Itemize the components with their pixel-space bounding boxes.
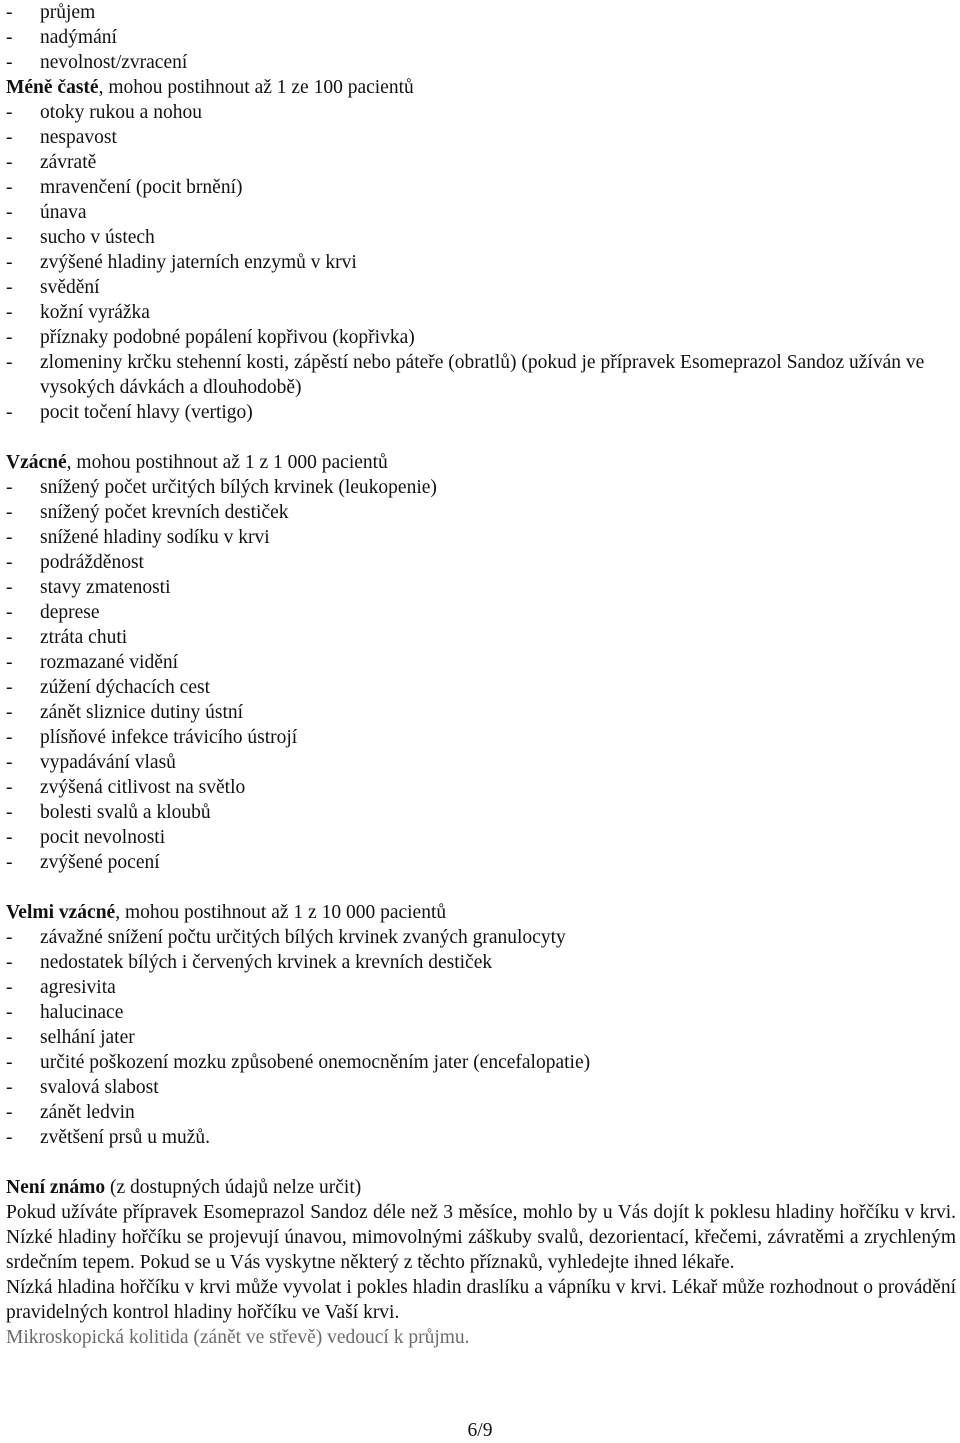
list-item: - kožní vyrážka	[6, 302, 150, 323]
list-item: - určité poškození mozku způsobené onemocněním jater (encefalopatie)	[6, 1052, 591, 1073]
magnesium-paragraph: Pokud užíváte přípravek Esomeprazol Sandoz déle než 3 měsíce, mohlo by u Vás dojít k poklesu hladiny hořčíku v krvi. Nízké hladiny hořčíku se projevují únavou, mimovolnými záškuby svalů, dezorientací, křečemi, závratěmi a zrychleným srdečním tepem. Pokud se u Vás vyskytne některý z těchto příznaků, vyhledejte ihned lékaře.	[6, 1202, 956, 1273]
intro-list	[6, 0, 956, 75]
list-item: - pocit nevolnosti	[6, 827, 166, 848]
list-item: - zvýšené pocení	[6, 852, 160, 873]
unknown-heading	[6, 1175, 956, 1200]
spacer	[6, 875, 956, 900]
list-item: - zánět ledvin	[6, 1102, 135, 1123]
list-item: - zánět sliznice dutiny ústní	[6, 702, 244, 723]
list-item: - agresivita	[6, 977, 116, 998]
rare-list	[6, 475, 956, 875]
list-item: - nadýmání	[6, 27, 117, 48]
list-item: - snížený počet krevních destiček	[6, 502, 289, 523]
list-item: - průjem	[6, 2, 96, 23]
list-item: - ztráta chuti	[6, 627, 128, 648]
list-item: - bolesti svalů a kloubů	[6, 802, 211, 823]
document-page	[6, 0, 956, 1350]
list-item: - nespavost	[6, 127, 117, 148]
potassium-calcium-paragraph: Nízká hladina hořčíku v krvi může vyvolat i pokles hladin draslíku a vápníku v krvi. Lékař může rozhodnout o provádění pravidelných kontrol hladiny hořčíku ve Vaší krvi.	[6, 1277, 956, 1323]
list-item: - zlomeniny krčku stehenní kosti, zápěstí nebo páteře (obratlů) (pokud je přípravek Esomeprazol Sandoz užíván ve vysokých dávkách a dlouhodobě)	[6, 352, 925, 398]
uncommon-list	[6, 100, 956, 425]
list-item: - závažné snížení počtu určitých bílých krvinek zvaných granulocyty	[6, 927, 566, 948]
spacer	[6, 1150, 956, 1175]
uncommon-heading-bold: Méně časté	[6, 77, 99, 98]
page-number: 6/9	[467, 1420, 493, 1441]
list-item: - zúžení dýchacích cest	[6, 677, 210, 698]
list-item: - zvýšené hladiny jaterních enzymů v krvi	[6, 252, 357, 273]
list-item: - selhání jater	[6, 1027, 135, 1048]
spacer	[6, 425, 956, 450]
colitis-paragraph: Mikroskopická kolitida (zánět ve střevě) vedoucí k průjmu.	[6, 1327, 470, 1348]
very-rare-heading	[6, 900, 956, 925]
list-item: - nevolnost/zvracení	[6, 52, 188, 73]
list-item: - snížené hladiny sodíku v krvi	[6, 527, 270, 548]
list-item: - podrážděnost	[6, 552, 144, 573]
list-item: - svědění	[6, 277, 100, 298]
unknown-heading-rest: (z dostupných údajů nelze určit)	[105, 1177, 362, 1198]
list-item: - mravenčení (pocit brnění)	[6, 177, 243, 198]
list-item: - rozmazané vidění	[6, 652, 179, 673]
rare-heading	[6, 450, 956, 475]
list-item: - závratě	[6, 152, 97, 173]
rare-heading-bold: Vzácné	[6, 452, 67, 473]
list-item: - halucinace	[6, 1002, 124, 1023]
very-rare-heading-bold: Velmi vzácné	[6, 902, 116, 923]
list-item: - příznaky podobné popálení kopřivou (kopřivka)	[6, 327, 415, 348]
list-item: - nedostatek bílých i červených krvinek a krevních destiček	[6, 952, 493, 973]
list-item: - sucho v ústech	[6, 227, 155, 248]
list-item: - svalová slabost	[6, 1077, 159, 1098]
very-rare-list	[6, 925, 956, 1150]
list-item: - zvětšení prsů u mužů.	[6, 1127, 211, 1148]
list-item: - stavy zmatenosti	[6, 577, 171, 598]
uncommon-heading	[6, 75, 956, 100]
list-item: - deprese	[6, 602, 100, 623]
list-item: - únava	[6, 202, 87, 223]
very-rare-heading-rest: , mohou postihnout až 1 z 10 000 pacientů	[115, 902, 447, 923]
list-item: - otoky rukou a nohou	[6, 102, 202, 123]
rare-heading-rest: , mohou postihnout až 1 z 1 000 pacientů	[66, 452, 388, 473]
uncommon-heading-rest: , mohou postihnout až 1 ze 100 pacientů	[98, 77, 414, 98]
list-item: - plísňové infekce trávicího ústrojí	[6, 727, 298, 748]
list-item: - pocit točení hlavy (vertigo)	[6, 402, 253, 423]
unknown-heading-bold: Není známo	[6, 1177, 106, 1198]
list-item: - vypadávání vlasů	[6, 752, 176, 773]
list-item: - zvýšená citlivost na světlo	[6, 777, 246, 798]
list-item: - snížený počet určitých bílých krvinek (leukopenie)	[6, 477, 437, 498]
